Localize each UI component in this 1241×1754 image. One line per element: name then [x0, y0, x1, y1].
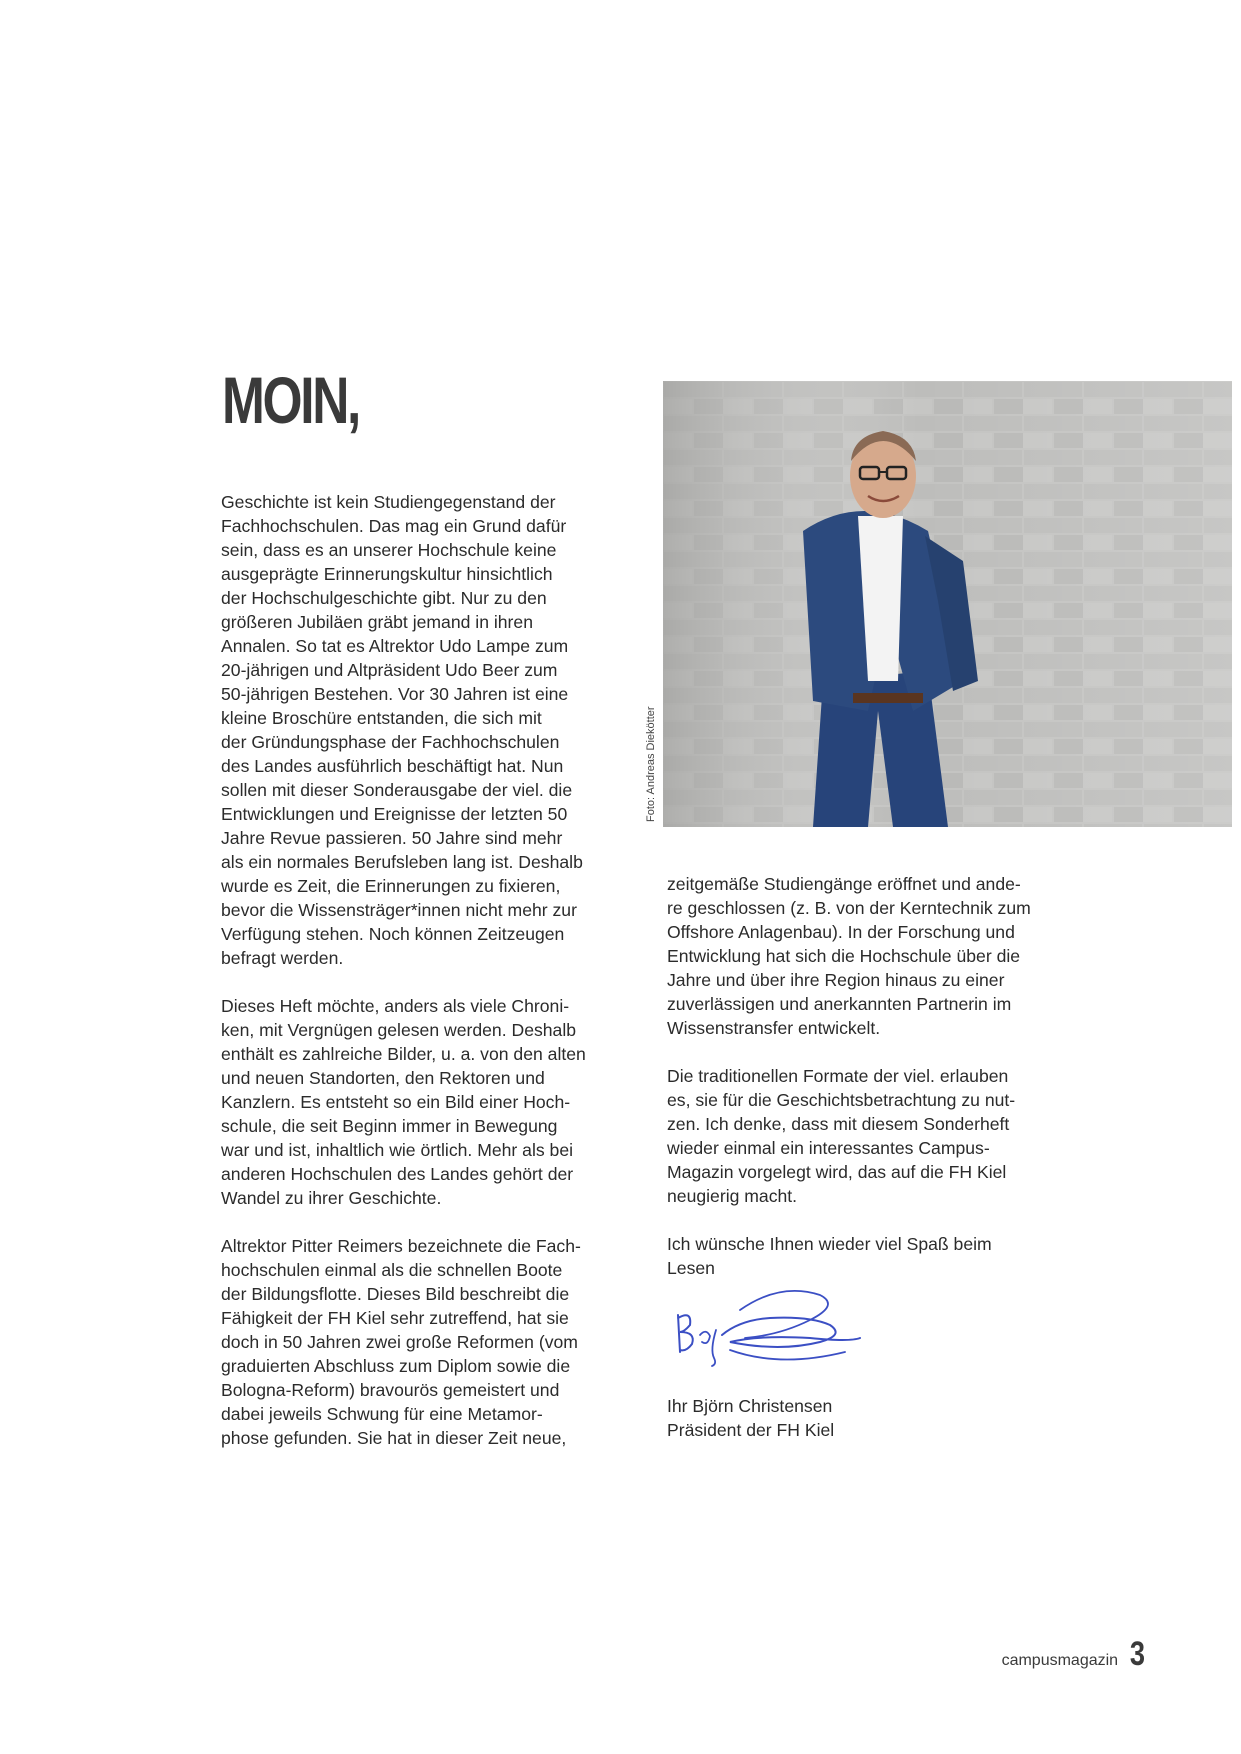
magazine-name: campusmagazin	[1001, 1652, 1119, 1669]
paragraph: Ich wünsche Ihnen wieder viel Spaß beim Lesen	[667, 1234, 992, 1278]
paragraph: Die traditionellen Formate der viel. erlauben es, sie für die Geschichtsbetrachtung zu nut- zen. Ich denke, dass mit diesem Sonderheft wieder einmal ein interessantes Campus- Magazin vorgelegt wird, das auf die FH Kiel neugierig macht.	[667, 1066, 1016, 1206]
left-column	[221, 490, 621, 1474]
paragraph: Altrektor Pitter Reimers bezeichnete die Fach- hochschulen einmal als die schnellen Boote der Bildungsflotte. Dieses Bild beschreibt die Fähigkeit der FH Kiel sehr zutreffend, hat sie doch in 50 Jahren zwei große Reformen (vom graduierten Abschluss zum Diplom sowie die Bologna-Reform) bravourös gemeistert und dabei jeweils Schwung für eine Metamor- phose gefunden. Sie hat in dieser Zeit neue,	[221, 1236, 581, 1448]
portrait-photo	[663, 381, 1232, 827]
page-number: 3	[1129, 1635, 1146, 1673]
signature-icon	[670, 1280, 870, 1370]
paragraph: Geschichte ist kein Studiengegenstand der Fachhochschulen. Das mag ein Grund dafür sein, dass es an unserer Hochschule keine ausgeprägte Erinnerungskultur hinsichtlich der Hochschulgeschichte gibt. Nur zu den größeren Jubiläen gräbt jemand in ihren Annalen. So tat es Altrektor Udo Lampe zum 20-jährigen und Altpräsident Udo Beer zum 50-jährigen Bestehen. Vor 30 Jahren ist eine kleine Broschüre entstanden, die sich mit der Gründungsphase der Fachhochschulen des Landes ausführlich beschäftigt hat. Nun sollen mit dieser Sonderausgabe der viel. die Entwicklungen und Ereignisse der letzten 50 Jahre Revue passieren. 50 Jahre sind mehr als ein normales Berufsleben lang ist. Deshalb wurde es Zeit, die Erinnerungen zu fixieren, bevor die Wissensträger*innen nicht mehr zur Verfügung stehen. Noch können Zeitzeugen befragt werden.	[221, 492, 583, 968]
signoff-name: Ihr Björn Christensen	[667, 1396, 833, 1416]
right-column	[667, 872, 1067, 1304]
paragraph: Dieses Heft möchte, anders als viele Chroni- ken, mit Vergnügen gelesen werden. Deshalb enthält es zahlreiche Bilder, u. a. von den alten und neuen Standorten, den Rektoren und Kanzlern. Es entsteht so ein Bild einer Hoch- schule, die seit Beginn immer in Bewegung war und ist, inhaltlich wie örtlich. Mehr als bei anderen Hochschulen des Landes gehört der Wandel zu ihrer Geschichte.	[221, 996, 586, 1208]
portrait-illustration	[663, 381, 1232, 827]
photo-credit: Foto: Andreas Diekötter	[645, 706, 657, 822]
signoff-title: Präsident der FH Kiel	[667, 1420, 835, 1440]
signoff	[667, 1394, 834, 1442]
page-footer	[1002, 1635, 1147, 1674]
paragraph: zeitgemäße Studiengänge eröffnet und ande- re geschlossen (z. B. von der Kerntechnik zum Offshore Anlagenbau). In der Forschung und Entwicklung hat sich die Hochschule über die Jahre und über ihre Region hinaus zu einer zuverlässigen und anerkannten Partnerin im Wissenstransfer entwickelt.	[667, 874, 1031, 1038]
page-headline: MOIN,	[222, 363, 360, 437]
